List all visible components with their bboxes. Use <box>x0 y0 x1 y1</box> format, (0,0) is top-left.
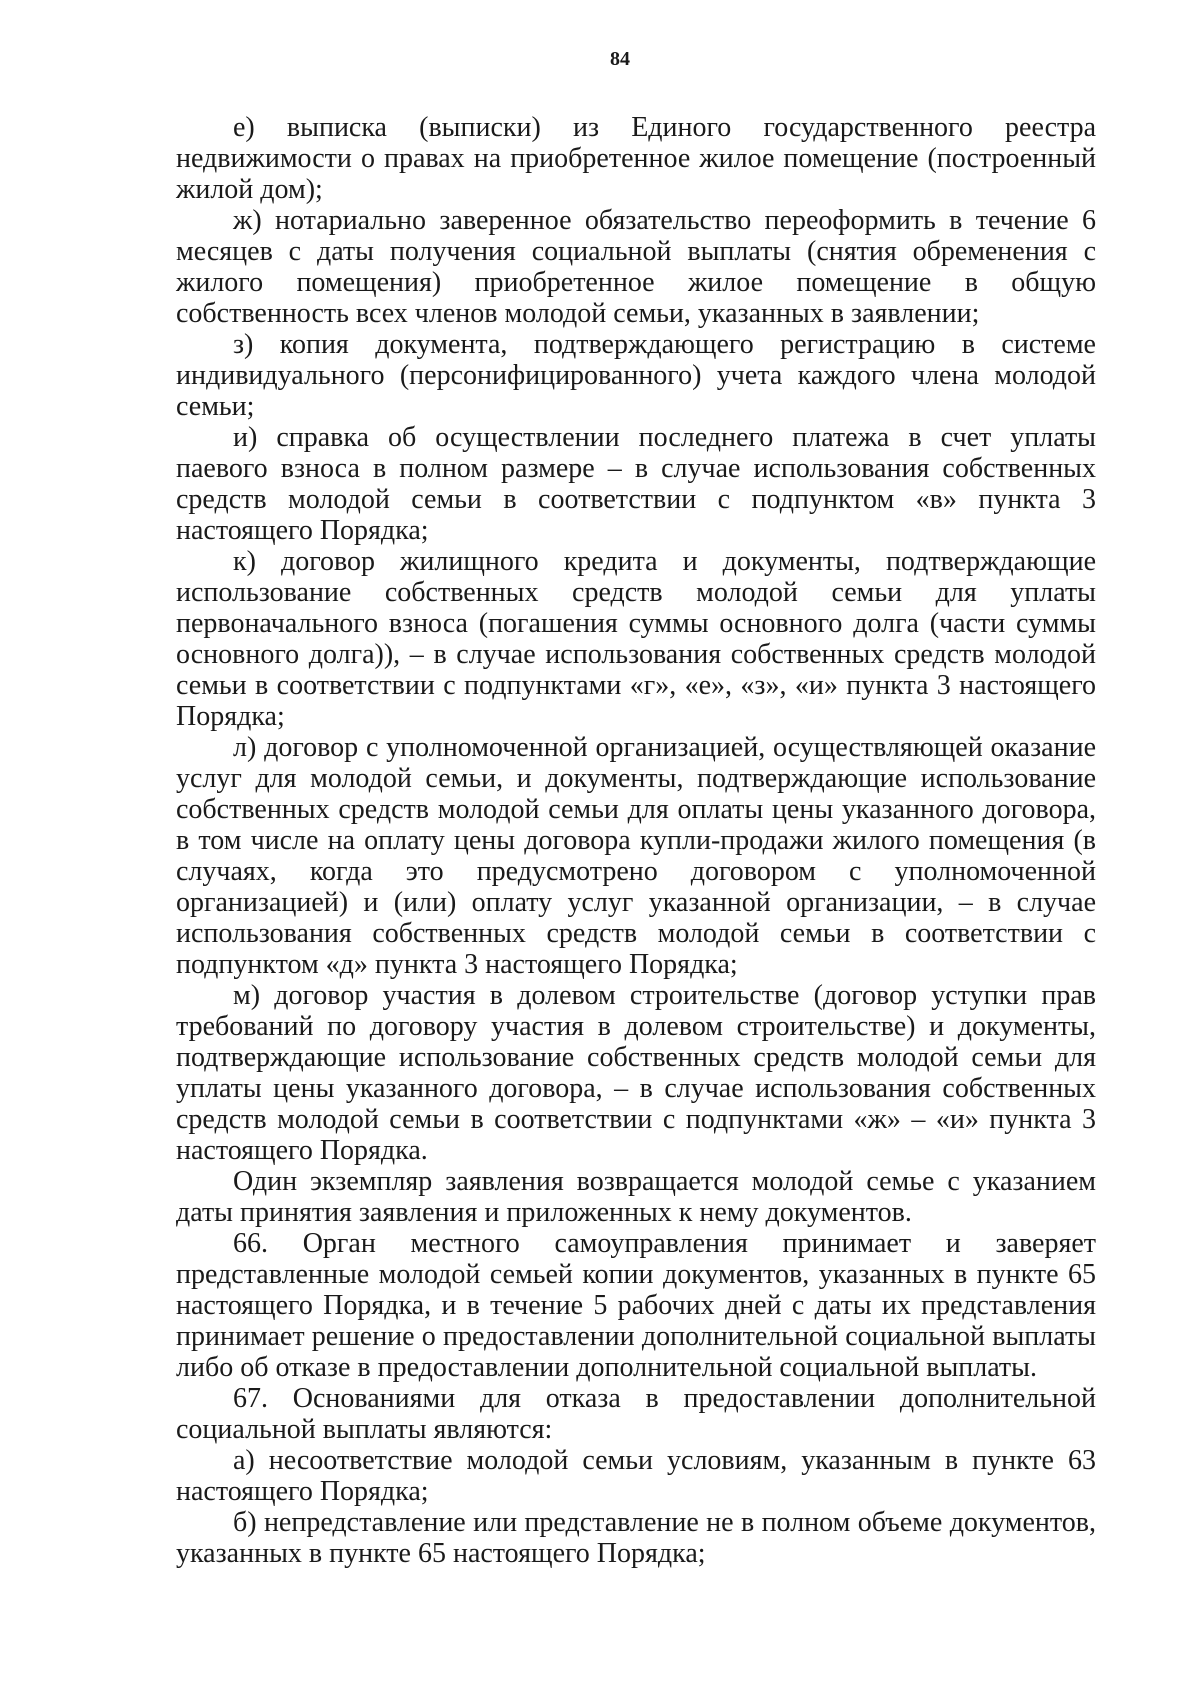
paragraph-66: 66. Орган местного самоуправления принимает и заверяет представленные молодой семьей копии документов, указанных в пункте 65 настоящего Порядка, и в течение 5 рабочих дней с даты их представления принимает решение о предоставлении дополнительной социальной выплаты либо об отказе в предоставлении дополнительной социальной выплаты. <box>176 1228 1096 1383</box>
paragraph-67-a: а) несоответствие молодой семьи условиям, указанным в пункте 63 настоящего Порядка; <box>176 1445 1096 1507</box>
paragraph-67: 67. Основаниями для отказа в предоставлении дополнительной социальной выплаты являются: <box>176 1383 1096 1445</box>
paragraph-e: е) выписка (выписки) из Единого государственного реестра недвижимости о правах на приобретенное жилое помещение (построенный жилой дом); <box>176 112 1096 205</box>
paragraph-k: к) договор жилищного кредита и документы, подтверждающие использование собственных средств молодой семьи для уплаты первоначального взноса (погашения суммы основного долга (части суммы основного долга)), – в случае использования собственных средств молодой семьи в соответствии с подпунктами «г», «е», «з», «и» пункта 3 настоящего Порядка; <box>176 546 1096 732</box>
paragraph-z: з) копия документа, подтверждающего регистрацию в системе индивидуального (персонифицированного) учета каждого члена молодой семьи; <box>176 329 1096 422</box>
document-body <box>176 112 1096 1569</box>
paragraph-m: м) договор участия в долевом строительстве (договор уступки прав требований по договору участия в долевом строительстве) и документы, подтверждающие использование собственных средств молодой семьи для уплаты цены указанного договора, – в случае использования собственных средств молодой семьи в соответствии с подпунктами «ж» – «и» пункта 3 настоящего Порядка. <box>176 980 1096 1166</box>
paragraph-i: и) справка об осуществлении последнего платежа в счет уплаты паевого взноса в полном размере – в случае использования собственных средств молодой семьи в соответствии с подпунктом «в» пункта 3 настоящего Порядка; <box>176 422 1096 546</box>
paragraph-zh: ж) нотариально заверенное обязательство переоформить в течение 6 месяцев с даты получения социальной выплаты (снятия обременения с жилого помещения) приобретенное жилое помещение в общую собственность всех членов молодой семьи, указанных в заявлении; <box>176 205 1096 329</box>
paragraph-copy-returned: Один экземпляр заявления возвращается молодой семье с указанием даты принятия заявления и приложенных к нему документов. <box>176 1166 1096 1228</box>
page-number: 84 <box>610 48 630 70</box>
paragraph-67-b: б) непредставление или представление не в полном объеме документов, указанных в пункте 65 настоящего Порядка; <box>176 1507 1096 1569</box>
paragraph-l: л) договор с уполномоченной организацией, осуществляющей оказание услуг для молодой семьи, и документы, подтверждающие использование собственных средств молодой семьи для оплаты цены указанного договора, в том числе на оплату цены договора купли-продажи жилого помещения (в случаях, когда это предусмотрено договором с уполномоченной организацией) и (или) оплату услуг указанной организации, – в случае использования собственных средств молодой семьи в соответствии с подпунктом «д» пункта 3 настоящего Порядка; <box>176 732 1096 980</box>
